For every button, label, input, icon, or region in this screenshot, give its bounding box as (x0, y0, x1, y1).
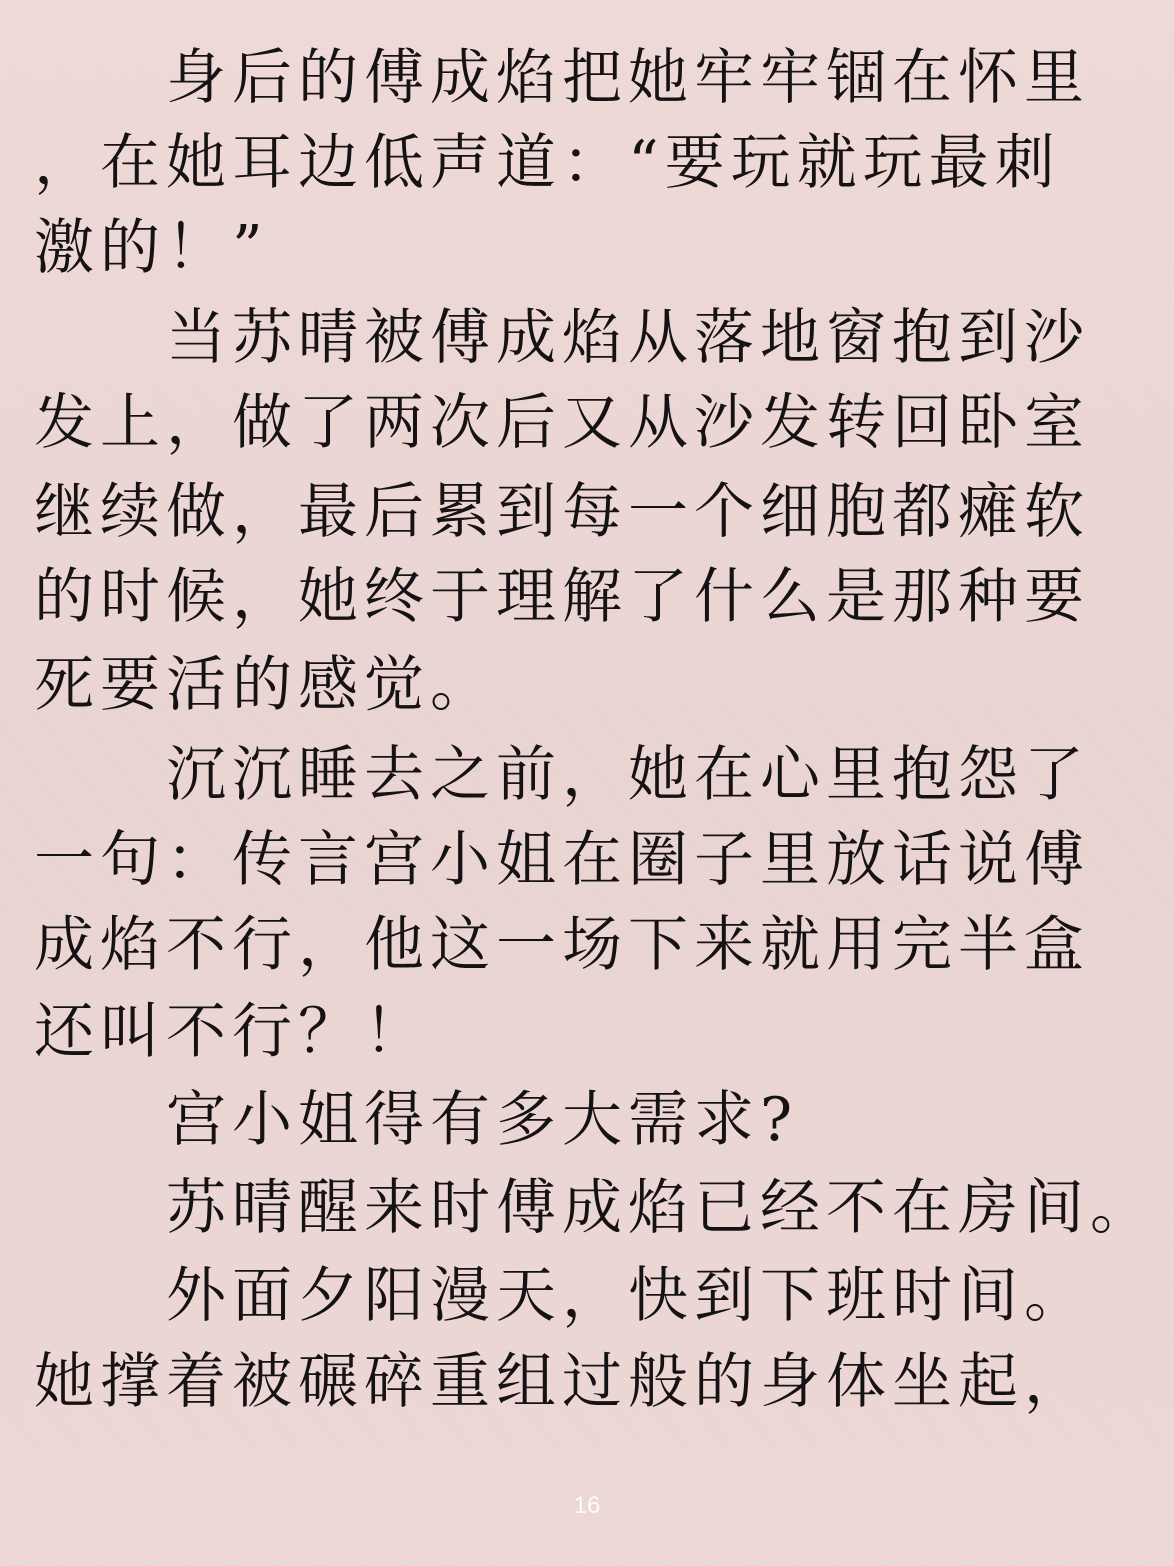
text-line: 死要活的感觉。 (34, 650, 496, 720)
text-line: 宫小姐得有多大需求? (166, 1085, 799, 1155)
text-line: 发上，做了两次后又从沙发转回卧室 (34, 388, 1090, 458)
text-line: 身后的傅成焰把她牢牢锢在怀里 (166, 43, 1090, 113)
text-line: 成焰不行，他这一场下来就用完半盒 (34, 910, 1090, 980)
text-line: 她撑着被碾碎重组过般的身体坐起， (34, 1347, 1090, 1417)
text-line: 继续做，最后累到每一个细胞都瘫软 (34, 477, 1090, 547)
text-line: 激的！” (34, 213, 269, 283)
text-line: 还叫不行？！ (34, 997, 430, 1067)
text-line: 外面夕阳漫天，快到下班时间。 (166, 1261, 1090, 1331)
text-line: 苏晴醒来时傅成焰已经不在房间。 (166, 1173, 1156, 1243)
page-number: 16 (573, 1492, 601, 1519)
text-line: ，在她耳边低声道：“要玩就玩最刺 (34, 128, 1061, 198)
text-line: 一句：传言宫小姐在圈子里放话说傅 (34, 825, 1090, 895)
text-line: 当苏晴被傅成焰从落地窗抱到沙 (166, 303, 1090, 373)
text-line: 的时候，她终于理解了什么是那种要 (34, 562, 1090, 632)
text-line: 沉沉睡去之前，她在心里抱怨了 (166, 740, 1090, 810)
